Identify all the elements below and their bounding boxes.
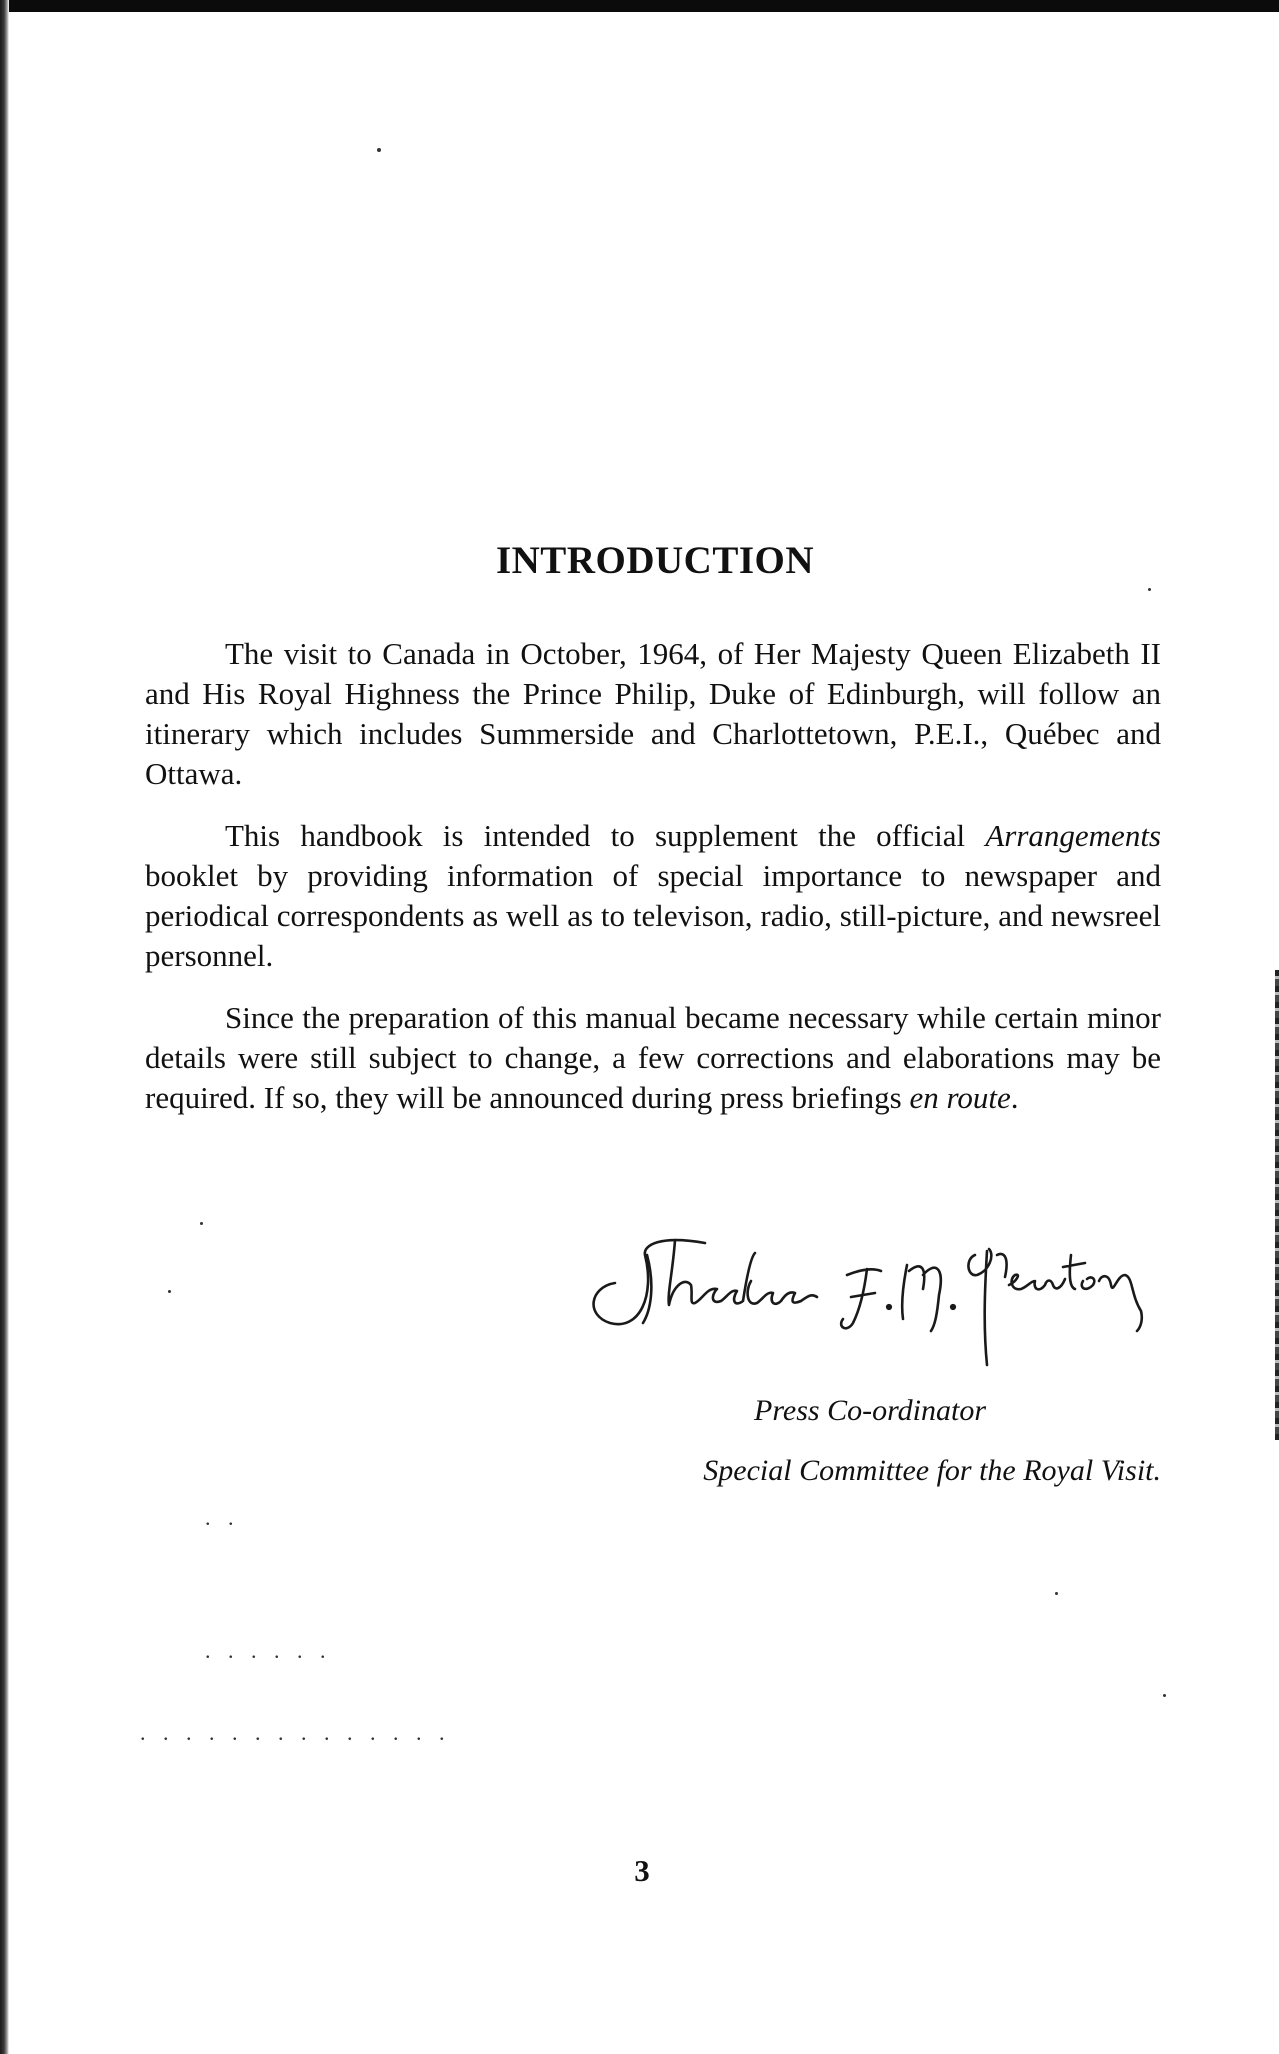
paragraph-1-text: The visit to Canada in October, 1964, of Her Majesty Queen Elizabeth II and His Royal Highness the Prince Philip, Duke of Edinburgh, will follow an itinerary which includes Summerside and Charlottetown, P.E.I., Québec and Ottawa. — [145, 636, 1161, 791]
scan-dot-noise: . . — [205, 1505, 240, 1530]
scan-speck — [168, 1290, 171, 1293]
scan-speck — [1163, 1694, 1166, 1697]
body-text — [145, 634, 1161, 1140]
signatory-title: Press Co-ordinator — [754, 1394, 986, 1427]
en-route-phrase: en route — [909, 1080, 1011, 1115]
paragraph-3 — [145, 998, 1161, 1118]
scan-speck — [1148, 588, 1151, 591]
paragraph-3-text-a: Since the preparation of this manual became necessary while certain minor details were still subject to change, a few corrections and elaborations may be required. If so, they will be announced during press briefings — [145, 1000, 1161, 1115]
paragraph-2-text-b: booklet by providing information of special importance to newspaper and periodical correspondents as well as to televison, radio, still-picture, and newsreel personnel. — [145, 858, 1161, 973]
handwritten-signature — [585, 1215, 1165, 1395]
paragraph-1 — [145, 634, 1161, 794]
signatory-organization: Special Committee for the Royal Visit. — [703, 1454, 1161, 1487]
scan-speck — [377, 148, 381, 152]
paragraph-3-text-b: . — [1010, 1080, 1019, 1115]
scan-dot-noise: . . . . . . . . . . . . . . — [140, 1720, 451, 1745]
paragraph-2 — [145, 816, 1161, 976]
page-title: INTRODUCTION — [495, 539, 815, 582]
scan-top-border — [0, 0, 1279, 12]
page-number: 3 — [634, 1853, 650, 1888]
paragraph-2-text-a: This handbook is intended to supplement the official — [225, 818, 986, 853]
scan-left-border — [0, 0, 9, 2054]
scan-speck — [200, 1222, 203, 1225]
scan-dot-noise: . . . . . . — [205, 1638, 332, 1663]
scan-speck — [1055, 1592, 1058, 1595]
scan-right-edge-artifact — [1275, 970, 1279, 1440]
arrangements-title: Arrangements — [985, 818, 1161, 853]
